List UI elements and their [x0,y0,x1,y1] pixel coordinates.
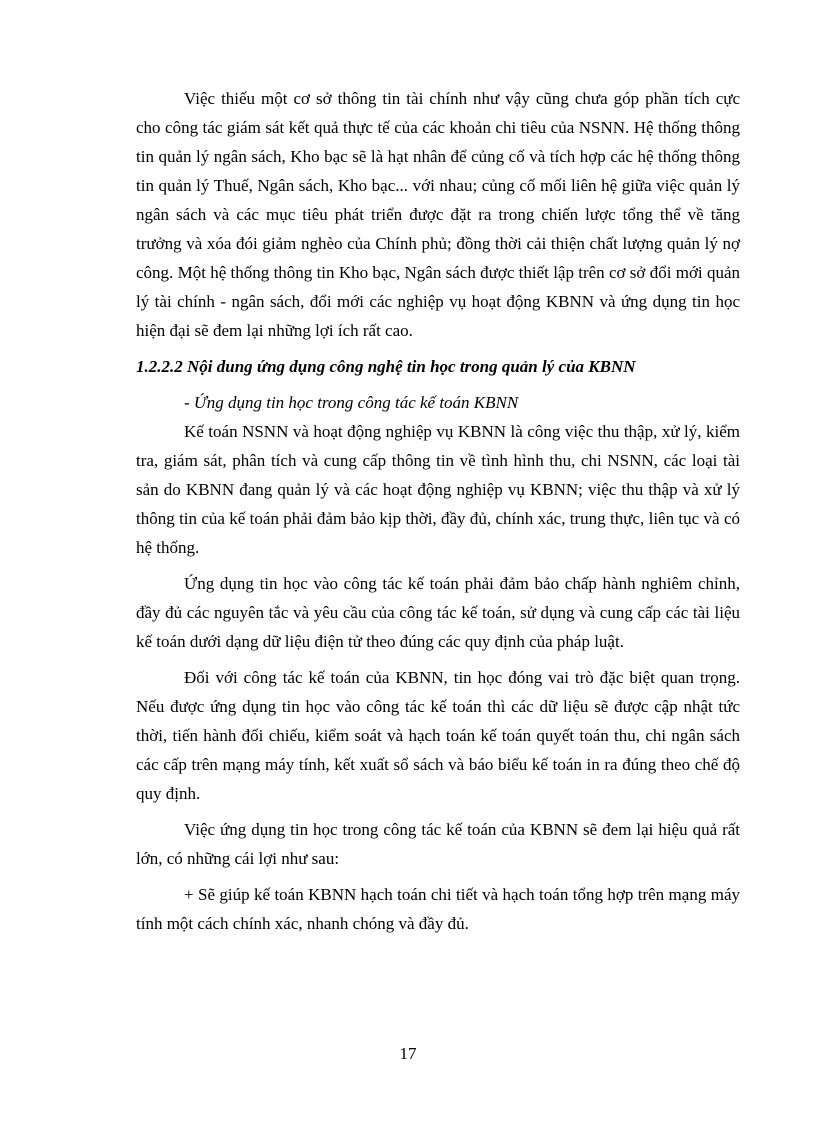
paragraph-accounting-definition: Kế toán NSNN và hoạt động nghiệp vụ KBNN là công việc thu thập, xử lý, kiểm tra, giám sát, phân tích và cung cấp thông tin về tình hình thu, chi NSNN, các loại tài sản do KBNN đang quản lý và các hoạt động nghiệp vụ KBNN; việc thu thập và xử lý thông tin của kế toán phải đảm bảo kịp thời, đầy đủ, chính xác, trung thực, liên tục và có hệ thống. [136,422,740,557]
paragraph-it-role: Đối với công tác kế toán của KBNN, tin học đóng vai trò đặc biệt quan trọng. Nếu được ứng dụng tin học vào công tác kế toán thì các dữ liệu sẽ được cập nhật tức thời, tiến hành đối chiếu, kiểm soát và hạch toán kế toán quyết toán thu, chi ngân sách các cấp trên mạng máy tính, kết xuất sổ sách và báo biểu kế toán in ra đúng theo chế độ quy định. [136,668,740,803]
page-body [136,84,740,938]
paragraph-application-rules: Ứng dụng tin học vào công tác kế toán phải đảm bảo chấp hành nghiêm chỉnh, đầy đủ các nguyên tắc và yêu cầu của công tác kế toán, sử dụng và cung cấp các tài liệu kế toán dưới dạng dữ liệu điện tử theo đúng các quy định của pháp luật. [136,574,740,651]
bullet-benefit-1: + Sẽ giúp kế toán KBNN hạch toán chi tiết và hạch toán tổng hợp trên mạng máy tính một cách chính xác, nhanh chóng và đầy đủ. [136,885,740,933]
section-heading: 1.2.2.2 Nội dung ứng dụng công nghệ tin học trong quản lý của KBNN [136,357,636,376]
subsection-item: - Ứng dụng tin học trong công tác kế toán KBNN [184,393,519,412]
paragraph-intro: Việc thiếu một cơ sở thông tin tài chính như vậy cũng chưa góp phần tích cực cho công tác giám sát kết quả thực tế của các khoản chi tiêu của NSNN. Hệ thống thông tin quản lý ngân sách, Kho bạc sẽ là hạt nhân để củng cố và tích hợp các hệ thống thông tin quản lý Thuế, Ngân sách, Kho bạc... với nhau; củng cố mối liên hệ giữa việc quản lý ngân sách và các mục tiêu phát triển được đặt ra trong chiến lược tổng thể về tăng trưởng và xóa đói giảm nghèo của Chính phủ; đồng thời cải thiện chất lượng quản lý nợ công. Một hệ thống thông tin Kho bạc, Ngân sách được thiết lập trên cơ sở đổi mới quản lý tài chính - ngân sách, đổi mới các nghiệp vụ hoạt động KBNN và ứng dụng tin học hiện đại sẽ đem lại những lợi ích rất cao. [136,89,740,340]
paragraph-benefits-intro: Việc ứng dụng tin học trong công tác kế toán của KBNN sẽ đem lại hiệu quả rất lớn, có những cái lợi như sau: [136,820,740,868]
page-number: 17 [399,1044,417,1063]
